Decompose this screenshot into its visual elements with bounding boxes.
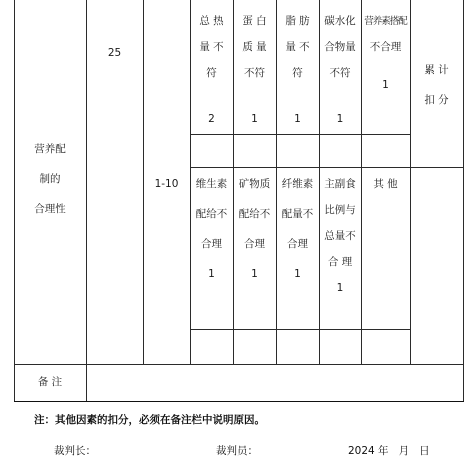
row-label-line: 合理性 <box>34 203 66 215</box>
item-score: 1 <box>336 113 344 125</box>
row-label-line: 制的 <box>39 173 61 185</box>
cumulative-text: 累 计 <box>424 64 449 76</box>
item-score: 1 <box>251 113 258 125</box>
item-text: 合理 <box>201 238 222 250</box>
item-text: 量 不 <box>285 41 310 53</box>
item-score: 1 <box>382 79 389 91</box>
item-text: 合理 <box>244 238 265 250</box>
table-border-bottom <box>14 401 464 402</box>
item-score: 1 <box>294 113 301 125</box>
item-text: 符 <box>292 67 303 79</box>
grid-line <box>190 167 463 168</box>
item-text: 蛋 白 <box>242 15 267 27</box>
grid-line <box>14 364 464 365</box>
item-minerals <box>233 178 276 281</box>
item-text: 主副食 <box>324 178 356 190</box>
item-text: 不符 <box>329 67 351 79</box>
item-text: 脂 肪 <box>285 15 310 27</box>
item-other <box>361 178 410 191</box>
referee-label: 裁判员： <box>216 445 258 457</box>
item-total-calories <box>190 15 233 80</box>
item-text: 合 理 <box>327 256 353 268</box>
footer-note: 注：其他因素的扣分，必须在备注栏中说明原因。 <box>34 414 265 426</box>
item-text: 质 量 <box>242 41 267 53</box>
deduction-range: 1-10 <box>154 178 179 190</box>
grid-line <box>190 329 410 330</box>
item-text: 营养素搭配 <box>364 16 407 27</box>
item-text: 配给不 <box>195 208 228 220</box>
item-text: 配量不 <box>281 208 314 220</box>
referee-chief-label: 裁判长： <box>54 445 96 457</box>
item-text: 维生素 <box>195 178 228 190</box>
item-score: 1 <box>208 268 215 280</box>
item-text: 比例与 <box>324 204 356 216</box>
remark-label: 备 注 <box>37 376 63 388</box>
item-score: 2 <box>208 113 215 125</box>
item-carbohydrate <box>319 15 361 80</box>
item-text: 总量不 <box>324 230 356 242</box>
item-text: 碳水化 <box>324 15 356 27</box>
item-text: 量 不 <box>199 41 224 53</box>
item-text: 其 他 <box>373 178 398 190</box>
item-staple-ratio <box>319 178 361 295</box>
item-fat <box>276 15 319 80</box>
item-nutrient-mix <box>361 15 410 54</box>
item-text: 总 热 <box>199 15 224 27</box>
cumulative-deduction-label <box>410 64 463 107</box>
item-text: 不合理 <box>369 41 402 53</box>
total-score: 25 <box>107 47 122 59</box>
cumulative-text: 扣 分 <box>424 94 449 106</box>
item-fiber <box>276 178 319 281</box>
item-score: 1 <box>294 268 301 280</box>
item-text: 纤维素 <box>281 178 314 190</box>
item-protein <box>233 15 276 80</box>
item-vitamins <box>190 178 233 281</box>
item-text: 合理 <box>287 238 308 250</box>
row-label <box>14 143 86 216</box>
item-score: 1 <box>336 282 344 294</box>
row-label-line: 营养配 <box>34 143 66 155</box>
grid-line <box>190 134 410 135</box>
date-label: 2024 年 月 日 <box>348 445 430 457</box>
grid-line <box>410 0 411 364</box>
table-border-right <box>463 0 464 402</box>
item-text: 合物量 <box>324 41 356 53</box>
item-score: 1 <box>251 268 258 280</box>
item-text: 不符 <box>244 67 265 79</box>
item-text: 配给不 <box>238 208 271 220</box>
item-text: 矿物质 <box>238 178 271 190</box>
grid-line <box>86 0 87 402</box>
item-text: 符 <box>206 67 217 79</box>
